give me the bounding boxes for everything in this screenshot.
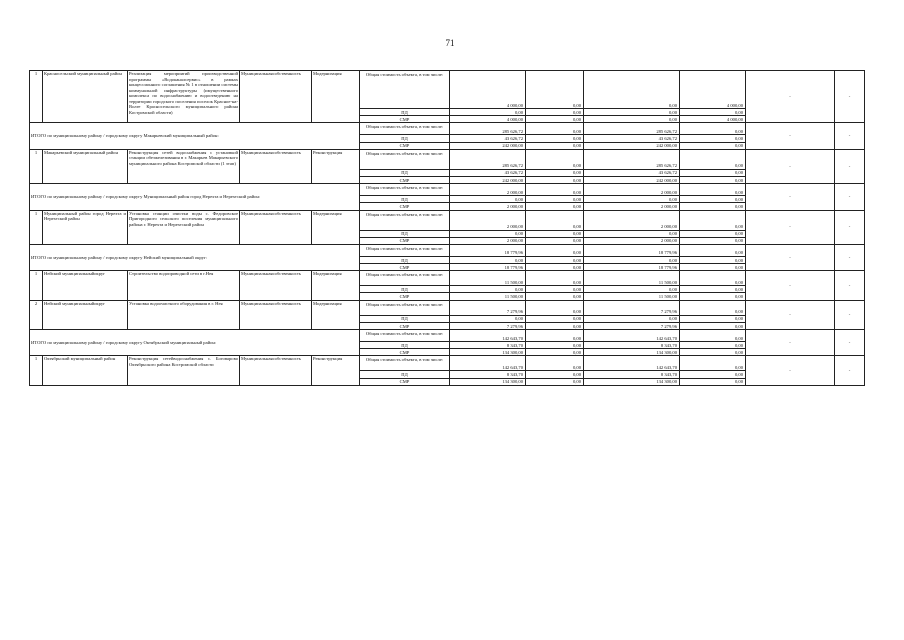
amount-cell: 0,00 (680, 371, 746, 378)
amount-cell: 0,00 (526, 176, 584, 183)
smr-label: СМР (360, 264, 450, 271)
amount-cell: 0,00 (526, 210, 584, 230)
dash-cell: - (746, 300, 835, 329)
dash-cell: - (835, 271, 865, 300)
total-label: ИТОГО по муниципальному району / городскому округу Нейский муниципальный округ: (30, 244, 360, 270)
pd-label: ПД (360, 315, 450, 322)
row-index: 1 (30, 271, 43, 300)
amount-cell: 0,00 (680, 322, 746, 329)
type-cell: Модернизация (312, 71, 360, 123)
cost-header-cell: Общая стоимость объекта, в том числе: (360, 71, 450, 109)
municipality-cell: Октябрьский муниципальный район (43, 356, 128, 385)
amount-cell: 2 000,00 (584, 203, 680, 210)
amount-cell: 0,00 (526, 330, 584, 342)
smr-label: СМР (360, 237, 450, 244)
object-row (30, 210, 865, 230)
cost-header-cell: Общая стоимость объекта, в том числе: (360, 184, 450, 196)
dash-cell: - (835, 356, 865, 385)
amount-cell: 0,00 (526, 237, 584, 244)
amount-cell: 18 779,96 (584, 264, 680, 271)
amount-cell: 142 643,70 (584, 356, 680, 371)
object-row (30, 149, 865, 169)
cost-header-cell: Общая стоимость объекта, в том числе: (360, 210, 450, 230)
amount-cell: 0,00 (680, 342, 746, 349)
amount-cell: 7 279,96 (584, 322, 680, 329)
amount-cell: 0,00 (680, 169, 746, 176)
amount-cell: 0,00 (584, 109, 680, 116)
municipality-cell: Нейский муниципальныйокруг (43, 300, 128, 329)
dash-cell: - (746, 123, 835, 149)
amount-cell: 0,00 (680, 300, 746, 315)
smr-label: СМР (360, 322, 450, 329)
amount-cell: 0,00 (526, 184, 584, 196)
amount-cell: 11 500,00 (584, 293, 680, 300)
amount-cell: 0,00 (450, 286, 526, 293)
amount-cell: 134 300,00 (450, 378, 526, 385)
row-index: 1 (30, 149, 43, 183)
cost-header-cell: Общая стоимость объекта, в том числе: (360, 123, 450, 135)
amount-cell: 0,00 (680, 237, 746, 244)
description-cell: Строительство водопроводной сети в г.Нея (128, 271, 240, 300)
type-cell: Реконструкция (312, 356, 360, 385)
amount-cell: 0,00 (680, 135, 746, 142)
amount-cell: 0,00 (526, 149, 584, 169)
amount-cell: 43 626,72 (584, 169, 680, 176)
amount-cell: 0,00 (450, 315, 526, 322)
dash-cell: - (835, 300, 865, 329)
amount-cell: 0,00 (680, 210, 746, 230)
amount-cell: 0,00 (680, 123, 746, 135)
amount-cell: 7 279,96 (584, 300, 680, 315)
amount-cell: 0,00 (584, 256, 680, 263)
dash-cell: - (746, 149, 835, 183)
description-cell: Реализация мероприятий производственной программы «Водоканалсервис» в рамках концессионного соглашения № 1 в отношении системы коммунальной инфраструктуры (имущественного комплекса по водоснабжению и водоотведению на территории городского поселения поселок Красное-на-Волге Красносельского муниципального района Костромской области) (128, 71, 240, 123)
amount-cell: 0,00 (680, 196, 746, 203)
object-row (30, 300, 865, 315)
dash-cell: - (835, 210, 865, 244)
amount-cell: 242 000,00 (584, 176, 680, 183)
total-row (30, 330, 865, 342)
amount-cell: 242 000,00 (584, 142, 680, 149)
object-row (30, 356, 865, 371)
amount-cell: 0,00 (526, 315, 584, 322)
row-index: 1 (30, 356, 43, 385)
amount-cell: 0,00 (680, 330, 746, 342)
amount-cell: 0,00 (450, 230, 526, 237)
amount-cell: 0,00 (680, 184, 746, 196)
ownership-cell: Муниципальнаясобственность (240, 149, 312, 183)
dash-cell: - (746, 271, 835, 300)
amount-cell: 43 626,72 (450, 135, 526, 142)
amount-cell: 0,00 (584, 315, 680, 322)
total-row (30, 184, 865, 196)
smr-label: СМР (360, 293, 450, 300)
amount-cell: 285 626,72 (584, 123, 680, 135)
amount-cell: 0,00 (526, 169, 584, 176)
amount-cell: 0,00 (526, 342, 584, 349)
amount-cell: 285 626,72 (450, 149, 526, 169)
cost-header-cell: Общая стоимость объекта, в том числе: (360, 330, 450, 342)
amount-cell: 0,00 (526, 230, 584, 237)
amount-cell: 4 000,00 (450, 71, 526, 109)
total-label: ИТОГО по муниципальному району / городскому округу Октябрьский муниципальный район: (30, 330, 360, 356)
amount-cell: 11 500,00 (450, 293, 526, 300)
amount-cell: 0,00 (526, 264, 584, 271)
amount-cell: 0,00 (584, 116, 680, 123)
smr-label: СМР (360, 378, 450, 385)
smr-label: СМР (360, 203, 450, 210)
amount-cell: 11 500,00 (450, 271, 526, 286)
amount-cell: 0,00 (526, 109, 584, 116)
description-cell: Реконструкция сетейводоснабжения с. Боговарово Октябрьского района Костромской области (128, 356, 240, 385)
amount-cell: 2 000,00 (584, 237, 680, 244)
amount-cell: 2 000,00 (450, 203, 526, 210)
smr-label: СМР (360, 349, 450, 356)
amount-cell: 2 000,00 (450, 184, 526, 196)
amount-cell: 0,00 (526, 142, 584, 149)
amount-cell: 2 000,00 (584, 210, 680, 230)
amount-cell: 43 626,72 (584, 135, 680, 142)
pd-label: ПД (360, 286, 450, 293)
dash-cell: - (746, 356, 835, 385)
pd-label: ПД (360, 169, 450, 176)
amount-cell: 0,00 (680, 315, 746, 322)
amount-cell: 0,00 (526, 293, 584, 300)
cost-header-cell: Общая стоимость объекта, в том числе: (360, 356, 450, 371)
amount-cell: 2 000,00 (584, 184, 680, 196)
row-index: 1 (30, 71, 43, 123)
pd-label: ПД (360, 196, 450, 203)
amount-cell: 0,00 (526, 356, 584, 371)
smr-label: СМР (360, 116, 450, 123)
total-row (30, 123, 865, 135)
amount-cell: 134 300,00 (450, 349, 526, 356)
amount-cell: 0,00 (680, 293, 746, 300)
pd-label: ПД (360, 342, 450, 349)
amount-cell: 0,00 (680, 256, 746, 263)
amount-cell: 0,00 (680, 286, 746, 293)
amount-cell: 134 300,00 (584, 378, 680, 385)
page-number: 71 (445, 38, 455, 48)
amount-cell: 0,00 (680, 203, 746, 210)
amount-cell: 0,00 (680, 378, 746, 385)
amount-cell: 0,00 (526, 123, 584, 135)
row-index: 1 (30, 210, 43, 244)
type-cell: Реконструкция (312, 149, 360, 183)
ownership-cell: Муниципальнаясобственность (240, 300, 312, 329)
amount-cell: 0,00 (526, 196, 584, 203)
amount-cell: 0,00 (526, 286, 584, 293)
dash-cell: - (746, 210, 835, 244)
amount-cell: 142 643,70 (584, 330, 680, 342)
amount-cell: 0,00 (680, 244, 746, 256)
total-row (30, 244, 865, 256)
dash-cell: - (746, 330, 835, 356)
municipality-cell: Красносельский муниципальный район (43, 71, 128, 123)
amount-cell: 0,00 (680, 230, 746, 237)
amount-cell: 0,00 (680, 349, 746, 356)
cost-header-cell: Общая стоимость объекта, в том числе: (360, 149, 450, 169)
amount-cell: 18 779,96 (584, 244, 680, 256)
dash-cell: - (746, 71, 835, 123)
dash-cell: - (835, 184, 865, 210)
smr-label: СМР (360, 142, 450, 149)
amount-cell: 0,00 (526, 116, 584, 123)
dash-cell: - (835, 123, 865, 149)
amount-cell: 0,00 (450, 256, 526, 263)
type-cell: Модернизация (312, 300, 360, 329)
amount-cell: 242 000,00 (450, 176, 526, 183)
amount-cell: 2 000,00 (450, 210, 526, 230)
amount-cell: 285 626,72 (584, 149, 680, 169)
description-cell: Реконструкция сетей водоснабжения с установкой станции обезжелезивания в г. Макарьев Макарьевского муниципального района Костромской области (1 этап) (128, 149, 240, 183)
ownership-cell: Муниципальнаясобственность (240, 210, 312, 244)
amount-cell: 2 000,00 (450, 237, 526, 244)
row-index: 2 (30, 300, 43, 329)
amount-cell: 0,00 (680, 109, 746, 116)
amount-cell: 18 779,96 (450, 244, 526, 256)
amount-cell: 0,00 (584, 230, 680, 237)
amount-cell: 43 626,72 (450, 169, 526, 176)
cost-header-cell: Общая стоимость объекта, в том числе: (360, 244, 450, 256)
description-cell: Установка станции очистки воды с. Федоровское Пригородного сельского поселения муниципального района г. Нерехта и Нерехтский район (128, 210, 240, 244)
amount-cell: 8 343,70 (450, 342, 526, 349)
amount-cell: 0,00 (526, 244, 584, 256)
dash-cell: - (835, 71, 865, 123)
dash-cell: - (746, 244, 835, 270)
pd-label: ПД (360, 109, 450, 116)
pd-label: ПД (360, 256, 450, 263)
pd-label: ПД (360, 230, 450, 237)
amount-cell: 0,00 (680, 271, 746, 286)
amount-cell: 142 643,70 (450, 330, 526, 342)
dash-cell: - (835, 244, 865, 270)
object-row (30, 71, 865, 109)
amount-cell: 0,00 (680, 264, 746, 271)
amount-cell: 0,00 (680, 149, 746, 169)
amount-cell: 0,00 (526, 135, 584, 142)
amount-cell: 11 500,00 (584, 271, 680, 286)
amount-cell: 0,00 (526, 371, 584, 378)
municipality-cell: Муниципальный район город Нерехта и Нерехтский район (43, 210, 128, 244)
description-cell: Установка водоочистного оборудования в г. Нея (128, 300, 240, 329)
amount-cell: 0,00 (584, 196, 680, 203)
amount-cell: 0,00 (450, 196, 526, 203)
dash-cell: - (835, 149, 865, 183)
amount-cell: 0,00 (526, 378, 584, 385)
amount-cell: 0,00 (680, 142, 746, 149)
amount-cell: 0,00 (680, 176, 746, 183)
amount-cell: 18 779,96 (450, 264, 526, 271)
investment-table (29, 70, 865, 386)
amount-cell: 0,00 (526, 300, 584, 315)
amount-cell: 142 643,70 (450, 356, 526, 371)
amount-cell: 8 343,70 (450, 371, 526, 378)
amount-cell: 7 279,96 (450, 300, 526, 315)
object-row (30, 271, 865, 286)
amount-cell: 4 000,00 (680, 71, 746, 109)
municipality-cell: Макарьевский муниципальный район (43, 149, 128, 183)
type-cell: Модернизация (312, 271, 360, 300)
amount-cell: 7 279,96 (450, 322, 526, 329)
pd-label: ПД (360, 371, 450, 378)
amount-cell: 4 000,00 (680, 116, 746, 123)
cost-header-cell: Общая стоимость объекта, в том числе: (360, 300, 450, 315)
amount-cell: 0,00 (526, 71, 584, 109)
smr-label: СМР (360, 176, 450, 183)
amount-cell: 0,00 (526, 256, 584, 263)
amount-cell: 285 626,72 (450, 123, 526, 135)
ownership-cell: Муниципальнаясобственность (240, 271, 312, 300)
amount-cell: 4 000,00 (450, 116, 526, 123)
amount-cell: 0,00 (526, 203, 584, 210)
cost-header-cell: Общая стоимость объекта, в том числе: (360, 271, 450, 286)
amount-cell: 0,00 (526, 349, 584, 356)
amount-cell: 0,00 (584, 286, 680, 293)
total-label: ИТОГО по муниципальному району / городскому округу Макарьевский муниципальный район: (30, 123, 360, 149)
amount-cell: 8 343,70 (584, 342, 680, 349)
amount-cell: 8 343,70 (584, 371, 680, 378)
total-label: ИТОГО по муниципальному району / городскому округу Муниципальный район город Нерехта и Нерехтский район: (30, 184, 360, 210)
amount-cell: 134 300,00 (584, 349, 680, 356)
ownership-cell: Муниципальнаясобственность (240, 71, 312, 123)
amount-cell: 0,00 (680, 356, 746, 371)
pd-label: ПД (360, 135, 450, 142)
amount-cell: 0,00 (584, 71, 680, 109)
type-cell: Модернизация (312, 210, 360, 244)
amount-cell: 242 000,00 (450, 142, 526, 149)
dash-cell: - (746, 184, 835, 210)
amount-cell: 0,00 (526, 271, 584, 286)
dash-cell: - (835, 330, 865, 356)
amount-cell: 0,00 (450, 109, 526, 116)
municipality-cell: Нейский муниципальныйокруг (43, 271, 128, 300)
amount-cell: 0,00 (526, 322, 584, 329)
ownership-cell: Муниципальнаясобственность (240, 356, 312, 385)
